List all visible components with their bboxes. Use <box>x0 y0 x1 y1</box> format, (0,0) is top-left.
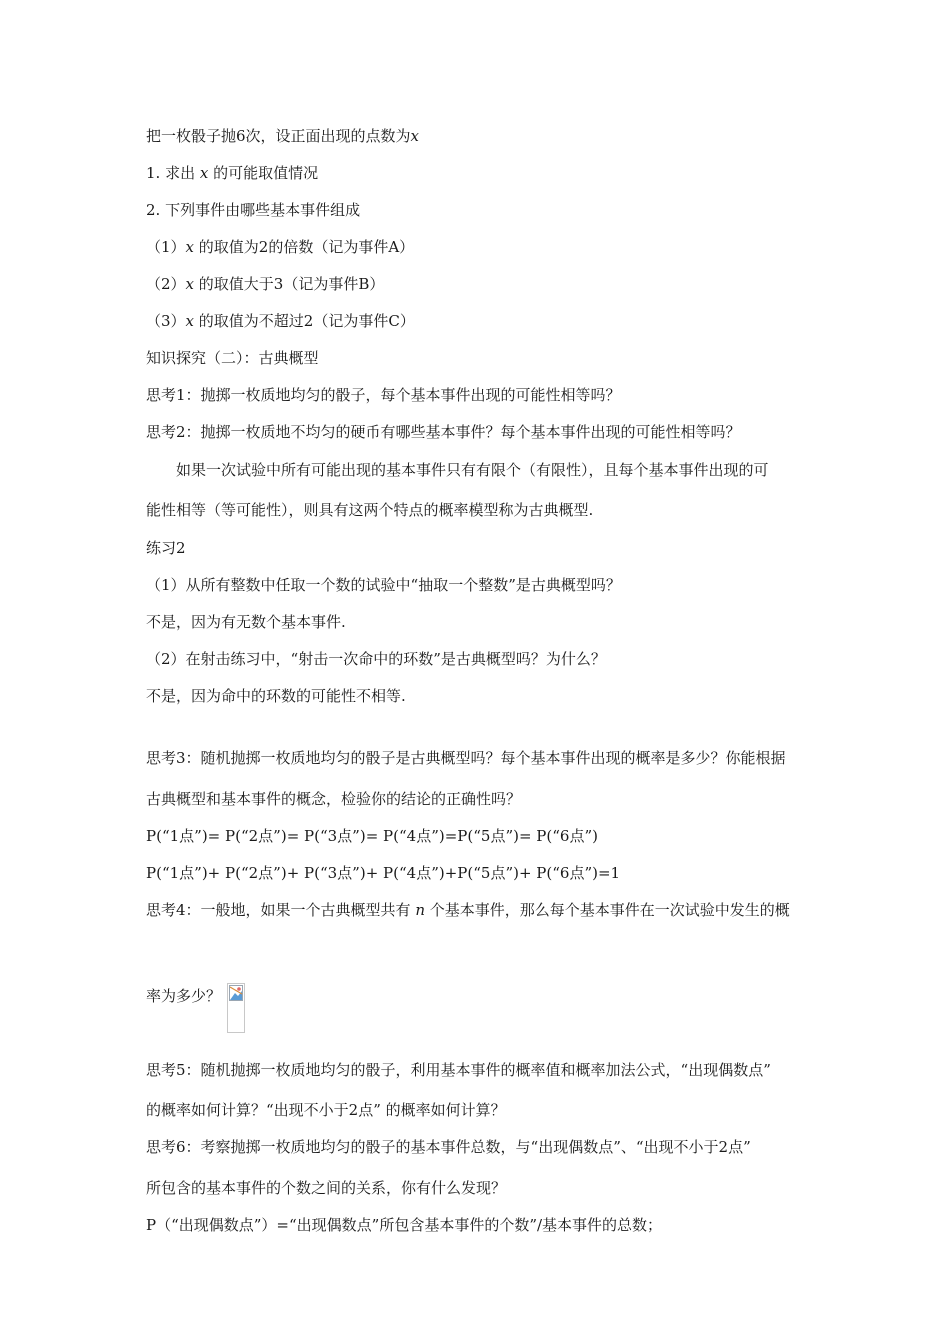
text-line <box>146 237 414 257</box>
text-line <box>146 163 318 183</box>
text-line: 的概率如何计算？“出现不小于2点” 的概率如何计算？ <box>146 1101 506 1119</box>
text-line: 思考6：考察抛掷一枚质地均匀的骰子的基本事件总数，与“出现偶数点”、“出现不小于2点” <box>146 1138 751 1156</box>
formula-line: P（“出现偶数点”）=“出现偶数点”所包含基本事件的个数”/基本事件的总数； <box>146 1216 663 1234</box>
text-line: 所包含的基本事件的个数之间的关系，你有什么发现？ <box>146 1179 507 1197</box>
text-span: 思考4：一般地，如果一个古典概型共有 <box>146 901 411 919</box>
answer-line: 不是，因为有无数个基本事件. <box>146 613 346 631</box>
text-line: 思考3：随机抛掷一枚质地均匀的骰子是古典概型吗？每个基本事件出现的概率是多少？你能根据 <box>146 749 786 767</box>
text-line <box>146 311 415 331</box>
text-span: （3） <box>146 312 186 330</box>
section-heading: 知识探究（二）：古典概型 <box>146 349 319 367</box>
variable-x: x <box>199 164 209 182</box>
text-span: 1. 求出 <box>146 164 196 182</box>
text-line: 率为多少？ <box>146 987 222 1005</box>
definition-paragraph-cont: 能性相等（等可能性），则具有这两个特点的概率模型称为古典概型. <box>146 501 594 519</box>
text-line <box>146 274 384 294</box>
text-line: 思考2：抛掷一枚质地不均匀的硬币有哪些基本事件？每个基本事件出现的可能性相等吗？ <box>146 423 741 441</box>
variable-x: x <box>410 127 420 145</box>
variable-x: x <box>185 238 195 256</box>
broken-image <box>227 983 245 1033</box>
text-span: 的取值为不超过2（记为事件C） <box>198 312 415 330</box>
answer-line: 不是，因为命中的环数的可能性不相等. <box>146 687 406 705</box>
text-line: 思考5：随机抛掷一枚质地均匀的骰子，利用基本事件的概率值和概率加法公式，“出现偶数点” <box>146 1061 771 1079</box>
text-span: 的取值大于3（记为事件B） <box>198 275 385 293</box>
variable-x: x <box>185 312 195 330</box>
text-span: 的可能取值情况 <box>213 164 319 182</box>
text-span: （2） <box>146 275 186 293</box>
exercise-heading: 练习2 <box>146 539 186 557</box>
formula-line: P(“1点”)= P(“2点”)= P(“3点”)= P(“4点”)=P(“5点”)= P(“6点”) <box>146 827 598 845</box>
text-span: 个基本事件，那么每个基本事件在一次试验中发生的概 <box>429 901 790 919</box>
definition-paragraph: 如果一次试验中所有可能出现的基本事件只有有限个（有限性），且每个基本事件出现的可 <box>176 461 769 479</box>
text-line: 古典概型和基本事件的概念，检验你的结论的正确性吗？ <box>146 790 522 808</box>
variable-x: x <box>185 275 195 293</box>
broken-image-icon <box>229 985 243 1001</box>
text-line: （2）在射击练习中，“射击一次命中的环数”是古典概型吗？为什么？ <box>146 650 606 668</box>
text-span: 的取值为2的倍数（记为事件A） <box>198 238 415 256</box>
variable-n: n <box>415 901 425 919</box>
text-span: 把一枚骰子抛6次，设正面出现的点数为 <box>146 127 411 145</box>
text-line: 思考1：抛掷一枚质地均匀的骰子，每个基本事件出现的可能性相等吗？ <box>146 386 621 404</box>
formula-line: P(“1点”)+ P(“2点”)+ P(“3点”)+ P(“4点”)+P(“5点”)+ P(“6点”)=1 <box>146 864 621 882</box>
text-line: 2. 下列事件由哪些基本事件组成 <box>146 201 361 219</box>
text-span: （1） <box>146 238 186 256</box>
text-line <box>146 126 419 146</box>
text-line <box>146 900 790 920</box>
text-line: （1）从所有整数中任取一个数的试验中“抽取一个整数”是古典概型吗？ <box>146 576 621 594</box>
